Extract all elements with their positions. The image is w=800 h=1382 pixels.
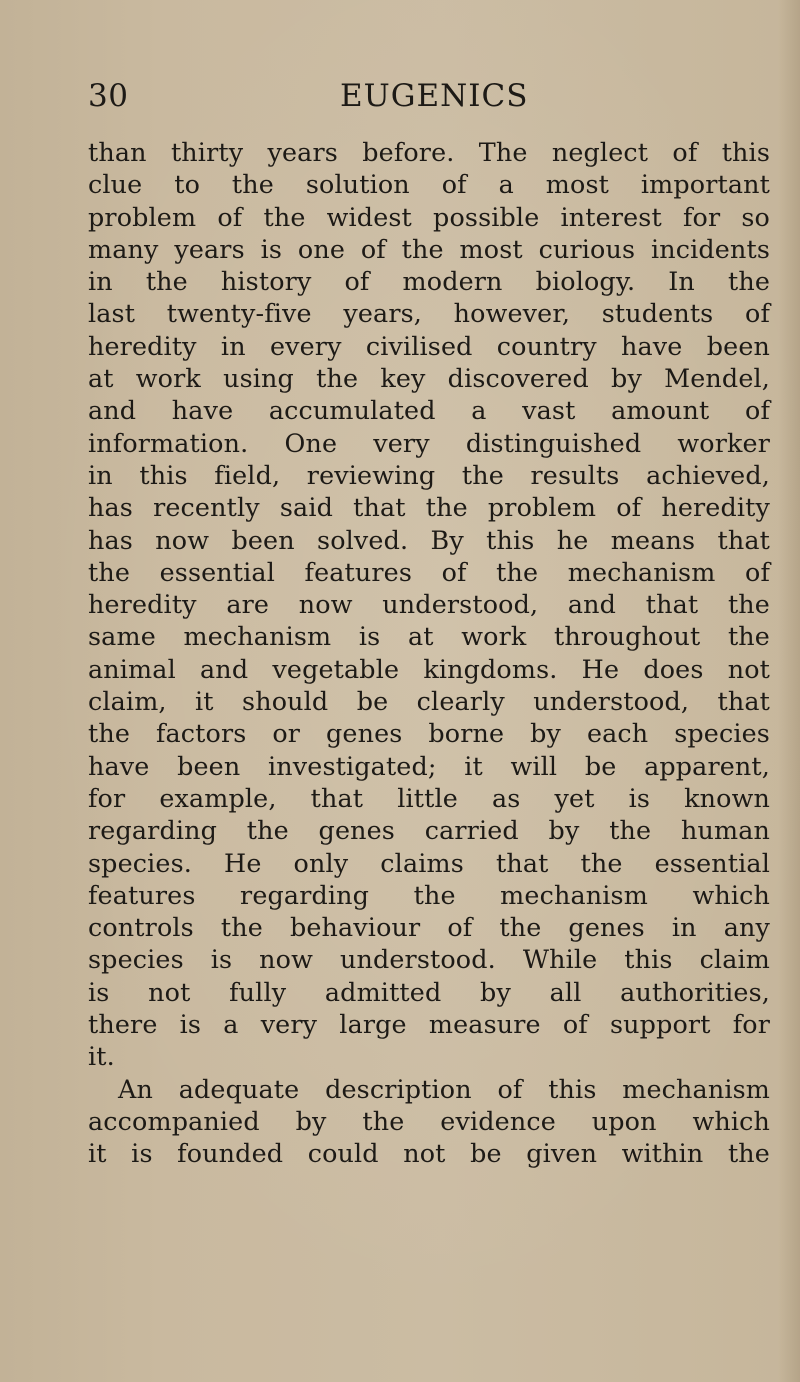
page-edge-shadow [778,0,800,1382]
text-line: have been investigated; it will be apparent, [88,750,770,781]
text-line: for example, that little as yet is known [88,782,770,813]
text-line: the factors or genes borne by each species [88,718,770,749]
text-line: at work using the key discovered by Mendel, [88,363,770,394]
text-line: same mechanism is at work throughout the [88,621,770,652]
text-line: information. One very distinguished worker [88,427,770,458]
text-line: regarding the genes carried by the human [88,815,770,846]
text-line: features regarding the mechanism which [88,879,770,910]
text-line: heredity are now understood, and that the [88,589,770,620]
paragraph-end-line: it. [88,1041,115,1072]
text-line: heredity in every civilised country have been [88,330,770,361]
text-line: it is founded could not be given within the [88,1138,770,1169]
text-line: many years is one of the most curious incidents [88,233,770,264]
text-line: is not fully admitted by all authorities, [88,976,770,1007]
body-text [88,136,770,1170]
running-head: EUGENICS [340,78,529,114]
text-line: species is now understood. While this claim [88,944,770,975]
text-line: accompanied by the evidence upon which [88,1105,770,1136]
page-header [88,72,768,120]
text-line: than thirty years before. The neglect of this [88,137,770,167]
text-line: animal and vegetable kingdoms. He does not [88,653,770,684]
text-line: species. He only claims that the essential [88,847,770,878]
text-line: has recently said that the problem of heredity [88,492,770,523]
text-line: controls the behaviour of the genes in any [88,912,770,943]
text-line: and have accumulated a vast amount of [88,395,770,426]
text-line: claim, it should be clearly understood, that [88,686,770,717]
text-line: there is a very large measure of support for [88,1009,770,1040]
text-line: has now been solved. By this he means that [88,524,770,555]
text-line: the essential features of the mechanism of [88,556,770,587]
text-line: problem of the widest possible interest for so [88,201,770,232]
page-number: 30 [88,78,129,114]
text-line: last twenty-five years, however, students of [88,298,770,329]
paragraph-start-line: An adequate description of this mechanism [118,1073,770,1104]
text-line: in the history of modern biology. In the [88,266,770,297]
text-line: clue to the solution of a most important [88,169,770,200]
text-line: in this field, reviewing the results achieved, [88,459,770,490]
